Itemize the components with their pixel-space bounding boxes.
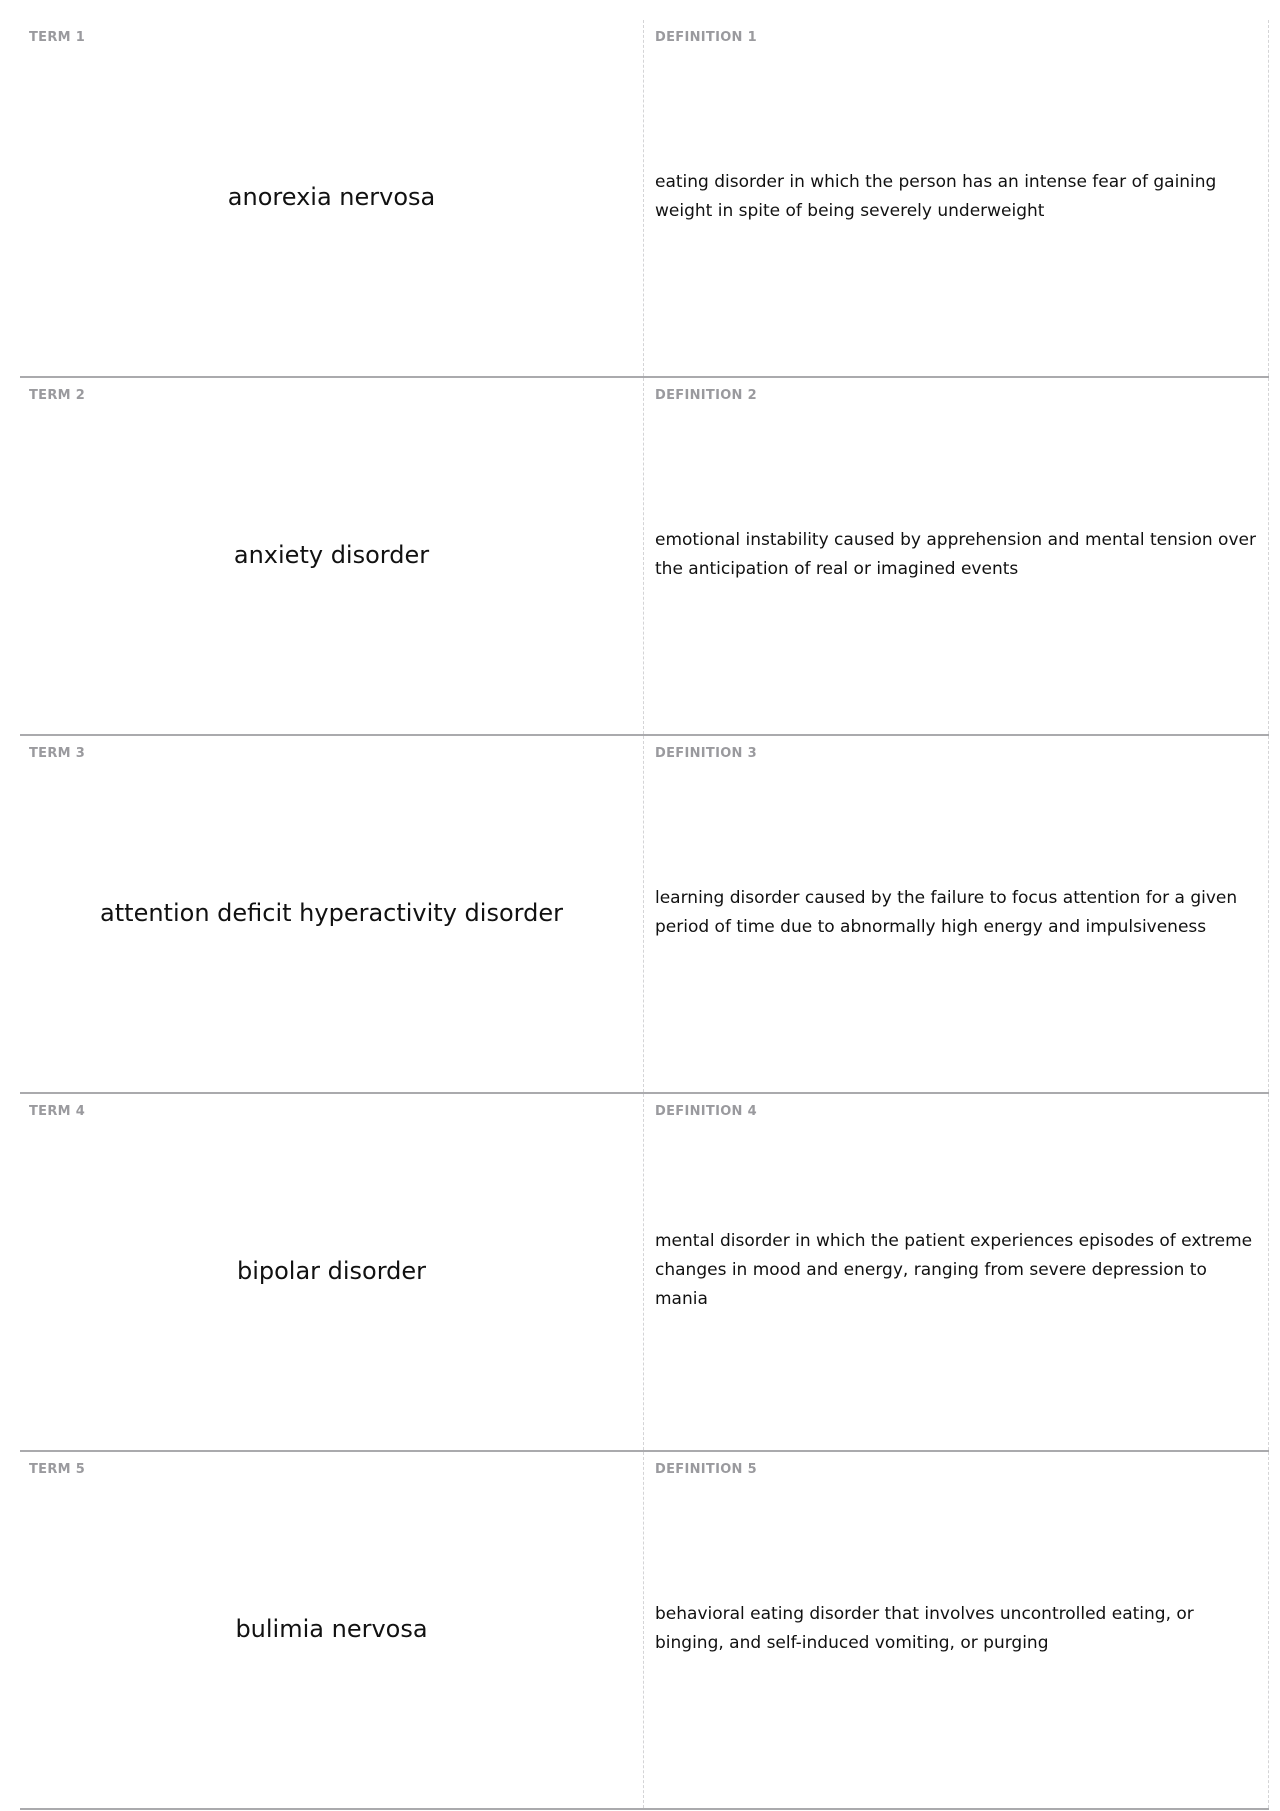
term-label: TERM 5 [29,1462,86,1477]
card-row [20,1094,1269,1452]
definition-text: eating disorder in which the person has an intense fear of gaining weight in spite of being severely underweight [655,171,1217,221]
term-label: TERM 1 [29,30,86,45]
term-text: attention deficit hyperactivity disorder [100,898,563,927]
definition-text: mental disorder in which the patient experiences episodes of extreme changes in mood and energy, ranging from severe depression to mania [655,1231,1253,1309]
definition-label: DEFINITION 5 [655,1462,757,1477]
term-text: anxiety disorder [233,540,430,569]
definition-label: DEFINITION 2 [655,388,757,403]
definition-cell [644,378,1269,734]
term-text: anorexia nervosa [227,182,436,211]
term-cell [20,378,644,734]
definition-cell [644,736,1269,1092]
term-text: bipolar disorder [236,1256,427,1285]
definition-cell [644,20,1269,376]
term-label: TERM 4 [29,1104,86,1119]
definition-text: emotional instability caused by apprehension and mental tension over the anticipation of real or imagined events [655,529,1256,579]
term-cell [20,1452,644,1808]
card-row [20,1452,1269,1810]
card-row [20,736,1269,1094]
definition-cell [644,1094,1269,1450]
term-cell [20,20,644,376]
term-text: bulimia nervosa [235,1614,428,1643]
term-label: TERM 3 [29,746,86,761]
term-cell [20,1094,644,1450]
definition-label: DEFINITION 3 [655,746,757,761]
flashcard-sheet [20,20,1269,1810]
card-row [20,20,1269,378]
card-row [20,378,1269,736]
definition-label: DEFINITION 4 [655,1104,757,1119]
definition-cell [644,1452,1269,1808]
definition-label: DEFINITION 1 [655,30,757,45]
term-cell [20,736,644,1092]
term-label: TERM 2 [29,388,86,403]
definition-text: behavioral eating disorder that involves uncontrolled eating, or binging, and self-induced vomiting, or purging [655,1603,1194,1653]
definition-text: learning disorder caused by the failure to focus attention for a given period of time due to abnormally high energy and impulsiveness [655,887,1238,937]
